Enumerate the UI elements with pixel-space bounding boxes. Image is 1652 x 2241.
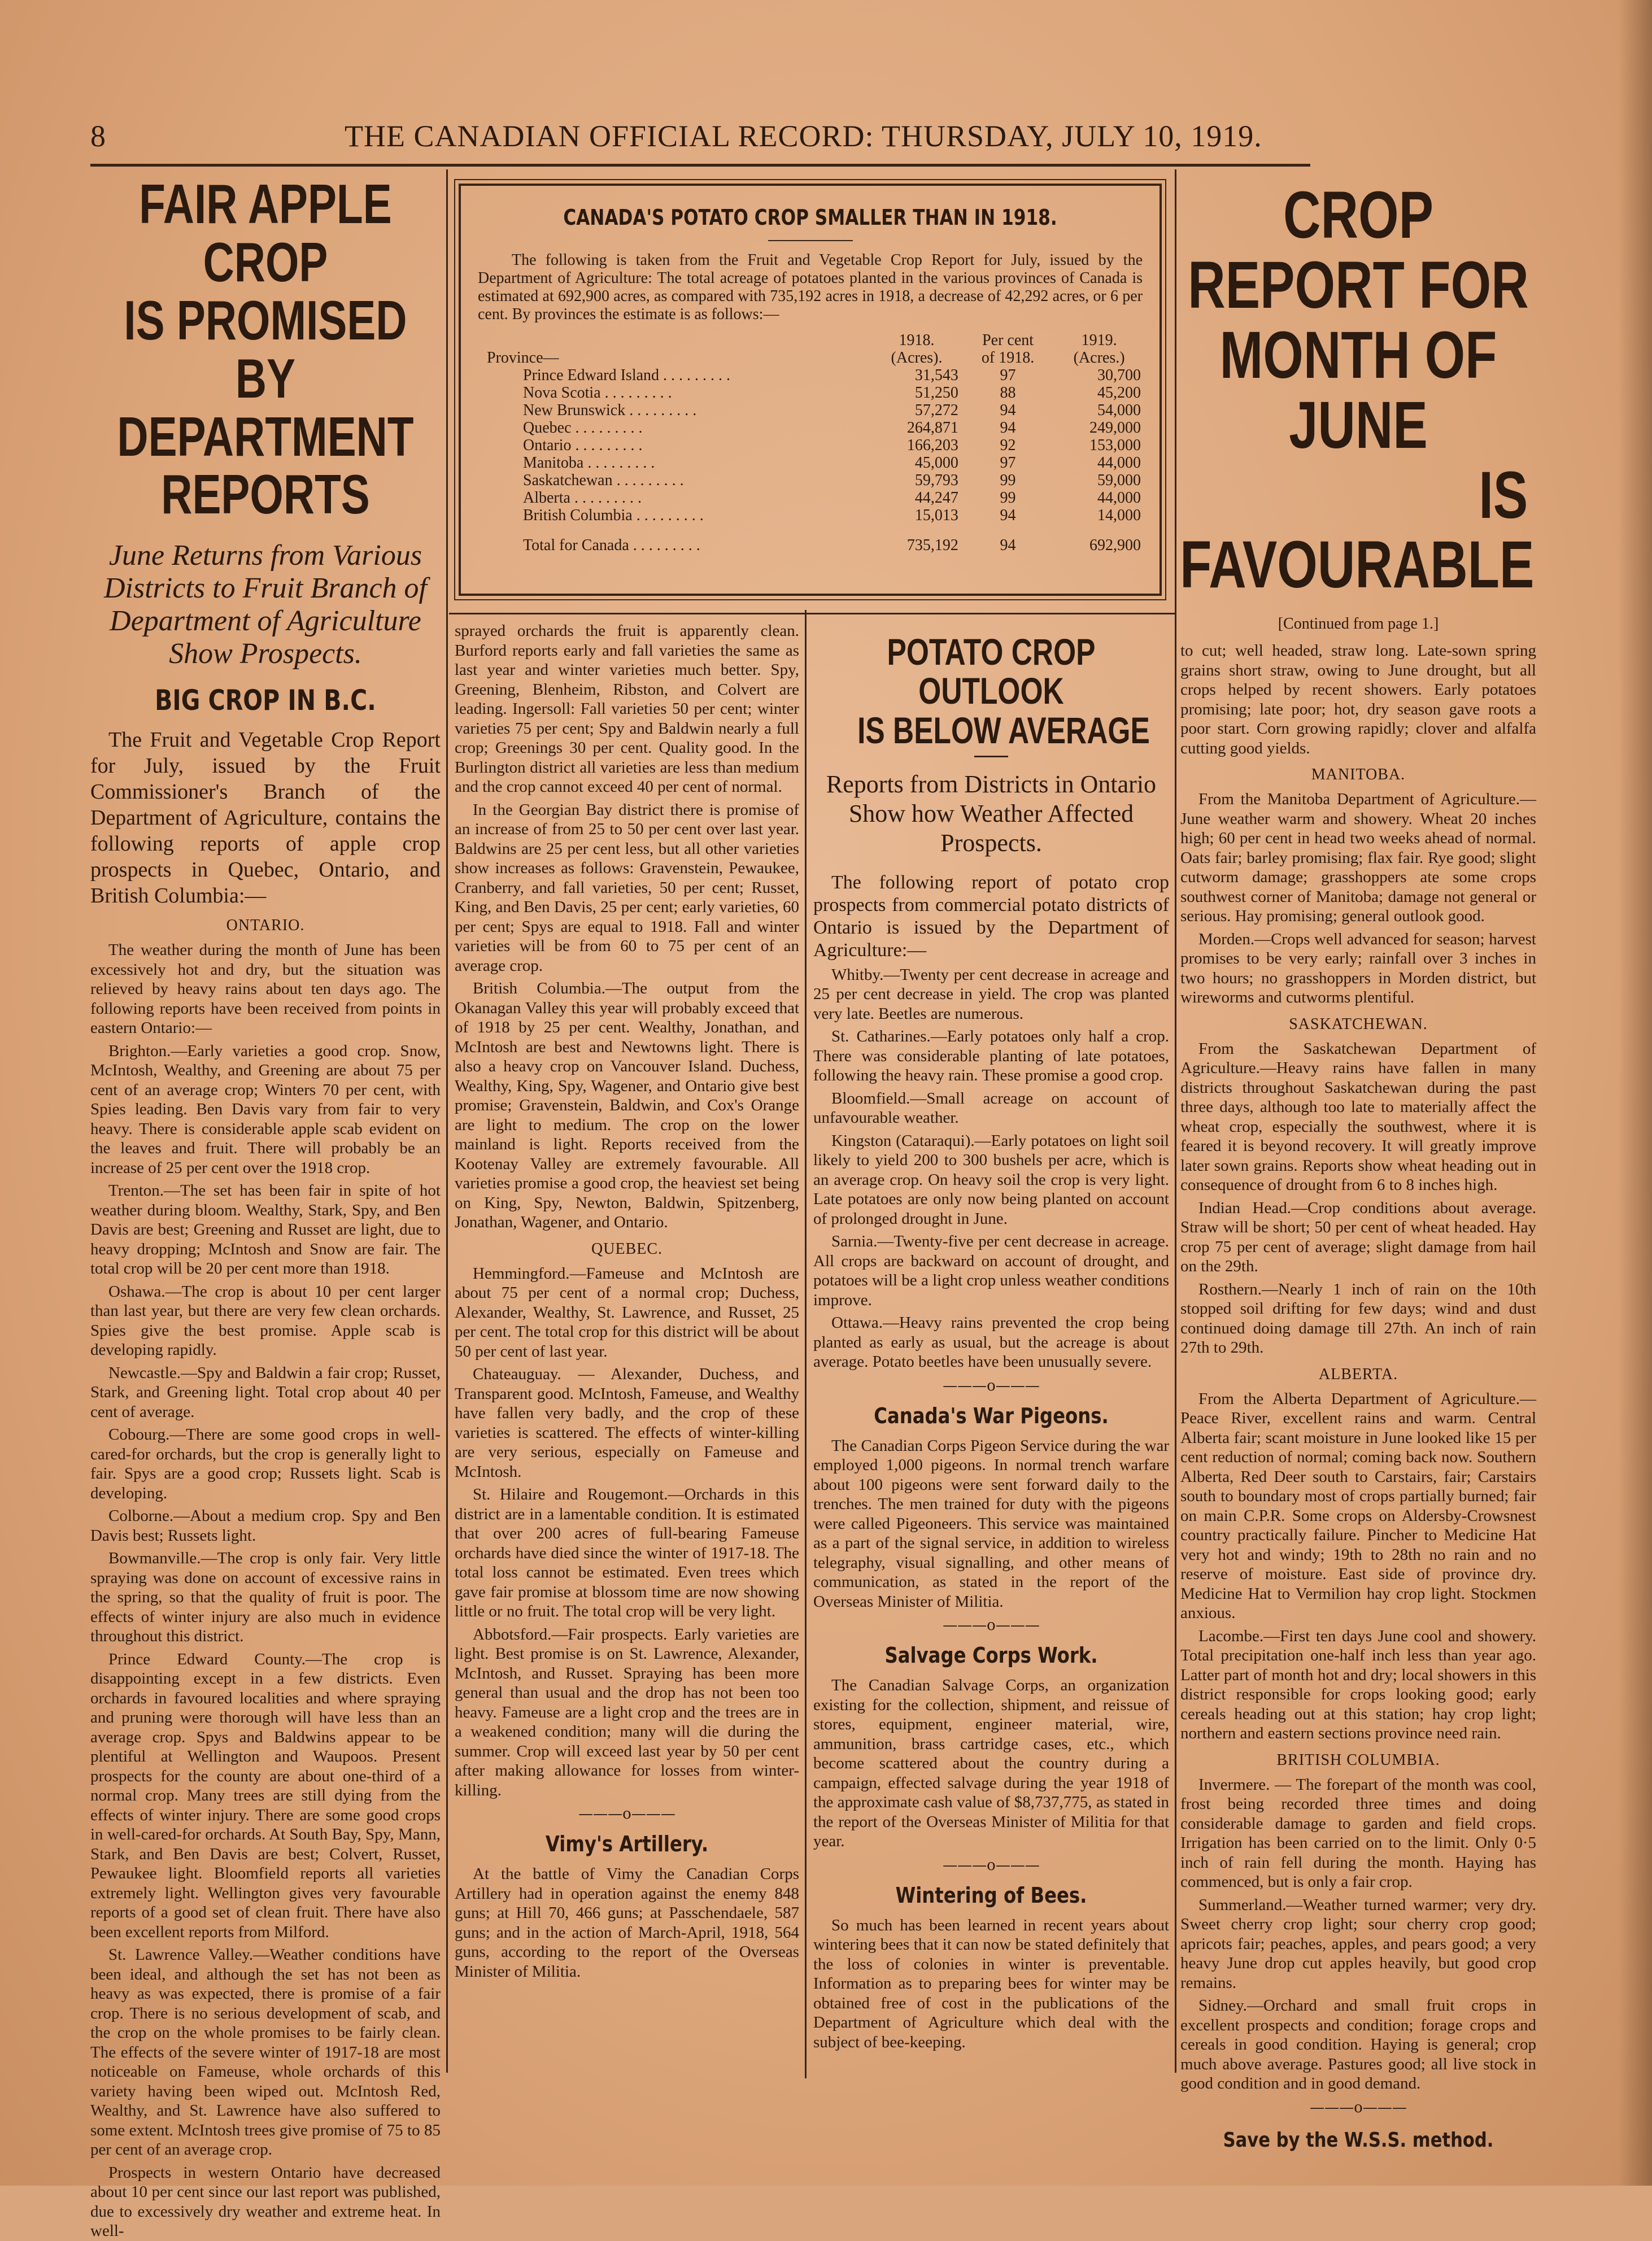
article-paragraph: The Canadian Corps Pigeon Service during the war employed 1,000 pigeons. In normal trench warfare about 100 pigeons were sent forward daily to the trenches. The men trained for duty with the pigeons were called Pigeoneers. This service was maintained as a part of the signal service, in addition to wireless telegraphy, visual signalling, and other means of communication, as stated in the report of the Overseas Minister of Militia.	[813, 1436, 1169, 1611]
article-paragraph: Morden.—Crops well advanced for season; harvest promises to be very early; rainfall over 3 inches in two hours; no grasshoppers in Morden district, but wireworms and cutworms plentiful.	[1180, 930, 1536, 1007]
potato-outlook-headline	[815, 633, 1167, 750]
headline-line: CROP REPORT FOR	[1188, 178, 1529, 322]
article-paragraph: From the Manitoba Department of Agriculture.—June weather warm and showery. Wheat 20 inches high; 60 per cent in head two weeks ahead of normal. Oats fair; barley promising; flax fair. Rye good; slight cutworm damage; grasshoppers ate some crops southwest corner of Manitoba; damage not general or serious. Hay promising; general outlook good.	[1180, 790, 1536, 926]
page-header	[90, 119, 1299, 158]
british-columbia-label: BRITISH COLUMBIA.	[1276, 1751, 1440, 1769]
article-paragraph: The Canadian Salvage Corps, an organization existing for the collection, shipment, and reissue of stores, equipment, engineer material, wire, ammunition, brass cartridge cases, etc., which become scattered about the country during a campaign, effected salvage during the year 1918 of the approximate cash value of $8,737,775, as stated in the report of the Overseas Minister of Militia for that year.	[813, 1676, 1169, 1851]
intro-paragraph: The following report of potato crop prospects from commercial potato districts of Ontario is issued by the Department of Agriculture:—	[813, 871, 1169, 961]
acres-1919: 14,000	[1097, 507, 1141, 524]
article-paragraph: St. Lawrence Valley.—Weather conditions have been ideal, and although the set has not been as heavy as was expected, there is promise of a fair crop. There is no serious development of scab, and the crop on the whole promises to be fairly clean. The effects of the severe winter of 1917-18 are most noticeable on Fameuse, whole orchards of this variety having been wiped out. McIntosh Red, Wealthy, and St. Lawrence have also suffered to some extent. McIntosh trees give promise of 75 to 85 per cent of an average crop.	[90, 1946, 441, 2159]
apple-crop-headline	[89, 175, 442, 524]
apple-intro	[90, 727, 441, 909]
article-paragraph: Invermere. — The forepart of the month was cool, frost being recorded three times and doing considerable damage to garden and field crops. Irrigation has been carried on to the limit. Only 0·5 inch of rain fell during the month. Haying has commenced, but is only a fair crop.	[1180, 1775, 1536, 1891]
article-paragraph: Kingston (Cataraqui).—Early potatoes on light soil likely to yield 200 to 300 bushels per acre, which is an average crop. On heavy soil the crop is very light. Late potatoes are only now being planted on account of prolonged drought in June.	[813, 1131, 1169, 1228]
box-title-rule	[768, 240, 853, 241]
article-paragraph: Prospects in western Ontario have decreased about 10 per cent since our last report was published, due to excessively dry weather and extreme heat. In well-	[90, 2163, 441, 2240]
pigeons-heading: Canada's War Pigeons.	[874, 1403, 1109, 1428]
article-paragraph: Indian Head.—Crop conditions about average. Straw will be short; 50 per cent of wheat headed. Hay crop 75 per cent of average; slight damage from hail on the 29th.	[1180, 1198, 1536, 1276]
acres-1919: 54,000	[1097, 402, 1141, 419]
acres-1919: 30,700	[1097, 367, 1141, 384]
percent-of-1918: 88	[1000, 384, 1016, 402]
potato-box-intro: The following is taken from the Fruit and Vegetable Crop Report for July, issued by the Department of Agriculture: The total acreage of potatoes planted in the various provinces of Canada is estimated at 692,900 acres, as compared with 735,192 acres in 1918, a decrease of 42,292 acres, or 6 per cent. By provinces the estimate is as follows:—	[478, 251, 1143, 323]
quebec-label: QUEBEC.	[591, 1240, 662, 1258]
table-row	[483, 507, 1144, 524]
acres-1918: 44,247	[914, 489, 958, 507]
potato-outlook-subhead: Reports from Districts in Ontario Show how Weather Affected Prospects.	[826, 770, 1157, 857]
article-paragraph: Oshawa.—The crop is about 10 per cent larger than last year, but there are very few clean orchards. Spies give the best promise. Apple scab is developing rapidly.	[90, 1282, 441, 1359]
column-rule-2	[805, 610, 807, 2078]
article-paragraph: Abbotsford.—Fair prospects. Early varieties are light. Best promise is on St. Lawrence, Alexander, McIntosh, and Russet. Spraying has been more general than usual and the drop has not been too heavy. Fameuse are a light crop and the trees are in a weakened condition; many will die during the summer. Crop will exceed last year by 50 per cent after making allowance for losses from winter-killing.	[455, 1625, 799, 1799]
article-paragraph: Brighton.—Early varieties a good crop. Snow, McIntosh, Wealthy, and Greening are about 75 per cent of an average crop; Winters 70 per cent, with Spies leading. Ben Davis vary from fair to very heavy. There is considerable apple scab evident on the leaves and fruit. There will probably be an increase of 25 per cent over the 1918 crop.	[90, 1041, 441, 1177]
article-paragraph: Chateauguay. — Alexander, Duchess, and Transparent good. McIntosh, Fameuse, and Wealthy have fallen very badly, and the crop of these varieties is scattered. The effects of winter-killing are very serious, especially on Fameuse and McIntosh.	[455, 1365, 799, 1481]
col-header: of 1918.	[981, 349, 1035, 367]
article-paragraph: At the battle of Vimy the Canadian Corps Artillery had in operation against the enemy 848 guns; at Hill 70, 466 guns; at Passchendaele, 587 guns; and in the action of March-April, 1918, 564 guns, according to the report of the Overseas Minister of Militia.	[455, 1865, 799, 1981]
table-row	[483, 402, 1144, 419]
col-header: Province—	[487, 349, 559, 367]
acres-1918: 31,543	[914, 367, 958, 384]
province-name: Saskatchewan . . . . . . . . .	[523, 472, 684, 489]
province-name: Nova Scotia . . . . . . . . .	[523, 384, 672, 402]
table-row	[483, 419, 1144, 437]
table-row	[483, 489, 1144, 507]
left-column	[90, 169, 441, 2240]
province-name: Ontario . . . . . . . . .	[523, 437, 643, 454]
alberta-label: ALBERTA.	[1318, 1365, 1398, 1383]
article-paragraph: Newcastle.—Spy and Baldwin a fair crop; Russet, Stark, and Greening light. Total crop about 40 per cent of average.	[90, 1363, 441, 1421]
table-total-row	[483, 524, 1144, 554]
acres-1918: 57,272	[914, 402, 958, 419]
headline-line: FAIR APPLE CROP	[139, 173, 392, 293]
percent-of-1918: 99	[1000, 489, 1016, 507]
article-paragraph: Hemmingford.—Fameuse and McIntosh are about 75 per cent of a normal crop; Duchess, Alexander, Wealthy, St. Lawrence, and Russet, 25 per cent. The total crop for this district will be about 50 per cent of last year.	[455, 1264, 799, 1361]
table-row	[483, 367, 1144, 384]
headline-line: IS BELOW AVERAGE	[857, 709, 1150, 751]
col-header: (Acres).	[891, 349, 943, 367]
article-paragraph: From the Alberta Department of Agriculture.—Peace River, excellent rains and warm. Central Alberta fair; scant moisture in June looked like 15 per cent reduction of normal; coming back now. Southern Alberta, Red Deer south to Carstairs, fair; Carstairs south to boundary most of crops partially burned; fair on main C.P.R. Some crops on Aldersby-Crowsnest country practically failure. Pincher to Medicine Hat very hot and windy; 19th to 28th no rain and no reserve of moisture. East side of province dry. Medicine Hat to Vermilion hay crop light. Stockmen anxious.	[1180, 1389, 1536, 1623]
big-crop-heading: BIG CROP IN B.C.	[155, 684, 376, 717]
table-row	[483, 472, 1144, 489]
article-paragraph: Bowmanville.—The crop is only fair. Very little spraying was done on account of excessive rains in the spring, so that the quality of fruit is poor. The effects of winter injury are also much in evidence throughout this district.	[90, 1549, 441, 1646]
center-left-column	[455, 621, 799, 2073]
percent-of-1918: 92	[1000, 437, 1016, 454]
center-right-column	[813, 621, 1169, 2073]
headline-line: MONTH OF JUNE	[1219, 317, 1497, 463]
acres-1919: 249,000	[1089, 419, 1141, 437]
province-name: Manitoba . . . . . . . . .	[523, 454, 655, 472]
percent-of-1918: 94	[1000, 402, 1016, 419]
article-paragraph: From the Saskatchewan Department of Agriculture.—Heavy rains have fallen in many districts throughout Saskatchewan during the past three days, although too late to materially affect the wheat crop, especially the southwest, where it is feared it is beyond recovery. It will greatly improve later sown grains. Reports show wheat heading out in consequence of drought from 6 to 8 inches high.	[1180, 1039, 1536, 1194]
box-bottom-rule	[449, 613, 1175, 614]
province-name: Alberta . . . . . . . . .	[523, 489, 642, 507]
potato-table	[483, 332, 1144, 554]
article-paragraph: The weather during the month of June has been excessively hot and dry, but the situation was relieved by heavy rains about ten days ago. The following reports have been received from points in eastern Ontario:—	[90, 941, 441, 1037]
acres-1918: 59,793	[914, 472, 958, 489]
column-rule-1	[446, 169, 448, 2073]
total-1919: 692,900	[1089, 537, 1141, 554]
table-header-row	[483, 349, 1144, 367]
headline-rule	[974, 756, 1008, 757]
article-paragraph: to cut; well headed, straw long. Late-sown spring grains short straw, owing to June drought, but all crops helped by recent showers. Early potatoes promising; late poor; hot, dry season gave roots a poor start. Corn growing rapidly; clover and alfalfa cutting good yields.	[1180, 642, 1536, 757]
province-name: Prince Edward Island . . . . . . . . .	[523, 367, 731, 384]
potato-box-title: CANADA'S POTATO CROP SMALLER THAN IN 1918.	[563, 205, 1057, 230]
article-paragraph: sprayed orchards the fruit is apparently clean. Burford reports early and fall varieties the same as last year and winter varieties much better. Spy, Greening, Blenheim, Ribston, and Colvert are leading. Ingersoll: Fall varieties 50 per cent; winter varieties 75 per cent; Spy and Baldwin nearly a full crop; Greenings 30 per cent. Quality good. In the Burlington district all varieties are less than medium and the crop cannot exceed 40 per cent of normal.	[455, 622, 799, 796]
headline-line: POTATO CROP OUTLOOK	[887, 631, 1096, 712]
potato-intro	[813, 871, 1169, 962]
masthead-title: THE CANADIAN OFFICIAL RECORD: THURSDAY, JULY 10, 1919.	[345, 119, 1262, 153]
acres-1918: 45,000	[914, 454, 958, 472]
article-paragraph: Rosthern.—Nearly 1 inch of rain on the 10th stopped soil drifting for few days; wind and dust continued doing damage till 27th. An inch of rain 27th to 29th.	[1180, 1280, 1536, 1357]
ornament-divider: ———o———	[943, 1856, 1040, 1874]
intro-paragraph: The Fruit and Vegetable Crop Report for July, issued by the Fruit Commissioner's Branch of the Department of Agriculture, contains the following reports of apple crop prospects in Quebec, Ontario, and British Columbia:—	[90, 728, 441, 908]
province-name: Quebec . . . . . . . . .	[523, 419, 643, 437]
acres-1919: 44,000	[1097, 454, 1141, 472]
article-paragraph: Cobourg.—There are some good crops in well-cared-for orchards, but the crop is generally light to fair. Spys are a good crop; Russets light. Scab is developing.	[90, 1425, 441, 1502]
continued-note: [Continued from page 1.]	[1278, 615, 1439, 633]
apple-crop-subhead: June Returns from Various Districts to Fruit Branch of Department of Agriculture Show Prospects.	[104, 539, 427, 670]
headline-line: IS PROMISED BY	[124, 289, 407, 409]
headline-line: IS FAVOURABLE	[1180, 457, 1535, 603]
total-1918: 735,192	[906, 537, 958, 554]
article-paragraph: In the Georgian Bay district there is promise of an increase of from 25 to 50 per cent over last year. Baldwins are 25 per cent less, but all other varieties show increases as follows: Gravenstein, Pewaukee, Cranberry, and fall varieties, 50 per cent; Russet, King, and Ben Davis, 25 per cent; early varieties, 60 per cent; Spys are equal to 1918. Fall and winter varieties will be from 60 to 75 per cent of an average crop.	[455, 800, 799, 975]
acres-1919: 44,000	[1097, 489, 1141, 507]
article-paragraph: St. Hilaire and Rougemont.—Orchards in this district are in a lamentable condition. It is estimated that over 200 acres of full-bearing Fameuse orchards have died since the winter of 1917-18. The total loss cannot be estimated. Even trees which gave fair promise at blossom time are now showing little or no fruit. The total crop will be very light.	[455, 1485, 799, 1620]
percent-of-1918: 97	[1000, 454, 1016, 472]
col-header: 1919.	[1081, 332, 1117, 349]
acres-1919: 59,000	[1097, 472, 1141, 489]
article-paragraph: Sidney.—Orchard and small fruit crops in excellent prospects and condition; forage crops and cereals in good condition. Haying is general; crop much above average. Pastures good; all live stock in good condition and in good demand.	[1180, 1996, 1536, 2093]
potato-crop-box	[459, 184, 1162, 596]
column-rule-3	[1175, 169, 1176, 2073]
total-label: Total for Canada . . . . . . . . .	[523, 537, 700, 554]
article-paragraph: Summerland.—Weather turned warmer; very dry. Sweet cherry crop light; sour cherry crop good; apricots fair; peaches, apples, and pears good; a very heavy June drop cut apples heavily, but good crop remains.	[1180, 1895, 1536, 1992]
manitoba-label: MANITOBA.	[1311, 766, 1406, 784]
province-name: British Columbia . . . . . . . . .	[523, 507, 704, 524]
acres-1919: 45,200	[1097, 384, 1141, 402]
ornament-divider: ———o———	[1310, 2099, 1407, 2116]
table-row	[483, 454, 1144, 472]
article-paragraph: Bloomfield.—Small acreage on account of unfavourable weather.	[813, 1089, 1169, 1127]
bees-heading: Wintering of Bees.	[895, 1882, 1087, 1908]
article-paragraph: Ottawa.—Heavy rains prevented the crop being planted as early as usual, but the acreage is about average. Potato beetles have been unusually severe.	[813, 1314, 1169, 1371]
acres-1918: 166,203	[906, 437, 958, 454]
salvage-heading: Salvage Corps Work.	[884, 1643, 1098, 1668]
page-number: 8	[90, 119, 106, 153]
article-paragraph: Prince Edward County.—The crop is disappointing except in a few districts. Even orchards in favoured localities and where spraying and pruning were thorough will have less than an average crop. Spys and Baldwins appear to be plentiful at Wellington and Waupoos. Present prospects for the county are about one-third of a normal crop. Many trees are still dying from the effects of winter injury. There are some good crops in well-cared-for orchards. At South Bay, Spy, Mann, Stark, and Ben Davis are best; Colvert, Russet, Pewaukee light. Bloomfield reports all varieties extremely light. Wellington gives very favourable reports of a good set of clean fruit. There have also been excellent reports from Milford.	[90, 1650, 441, 1941]
ornament-divider: ———o———	[943, 1617, 1040, 1634]
article-paragraph: Colborne.—About a medium crop. Spy and Ben Davis best; Russets light.	[90, 1507, 441, 1545]
article-paragraph: Sarnia.—Twenty-five per cent decrease in acreage. All crops are backward on account of drought, and potatoes will be a light crop unless weather conditions improve.	[813, 1232, 1169, 1309]
acres-1918: 264,871	[906, 419, 958, 437]
vimy-heading: Vimy's Artillery.	[545, 1832, 709, 1856]
province-name: New Brunswick . . . . . . . . .	[523, 402, 697, 419]
article-paragraph: St. Catharines.—Early potatoes only half a crop. There was considerable planting of late potatoes, following the heavy rain. These promise a good crop.	[813, 1027, 1169, 1085]
wss-slogan: Save by the W.S.S. method.	[1223, 2128, 1494, 2152]
article-paragraph: So much has been learned in recent years about wintering bees that it can now be stated definitely that the loss of colonies in winter is preventable. Information as to preparing bees for winter may be obtained free of cost in the publications of the Department of Agriculture which deal with the subject of bee-keeping.	[813, 1916, 1169, 2051]
article-paragraph: Trenton.—The set has been fair in spite of hot weather during bloom. Wealthy, Stark, Spy, and Ben Davis are best; Greening and Russet are light, due to heavy dropping; McIntosh and Snow are fair. The total crop will be 20 per cent more than 1918.	[90, 1181, 441, 1278]
crop-report-headline	[1180, 178, 1537, 603]
col-header: Per cent	[982, 332, 1034, 349]
ornament-divider: ———o———	[943, 1377, 1040, 1394]
ontario-label: ONTARIO.	[226, 917, 305, 935]
ornament-divider: ———o———	[578, 1806, 675, 1823]
total-pct: 94	[1000, 537, 1016, 554]
table-header-row	[483, 332, 1144, 349]
percent-of-1918: 94	[1000, 507, 1016, 524]
acres-1919: 153,000	[1089, 437, 1141, 454]
right-column	[1180, 169, 1536, 2152]
saskatchewan-label: SASKATCHEWAN.	[1289, 1015, 1428, 1033]
col-header: (Acres.)	[1073, 349, 1125, 367]
acres-1918: 15,013	[914, 507, 958, 524]
header-rule	[90, 164, 1310, 167]
col-header: 1918.	[899, 332, 935, 349]
percent-of-1918: 97	[1000, 367, 1016, 384]
percent-of-1918: 94	[1000, 419, 1016, 437]
percent-of-1918: 99	[1000, 472, 1016, 489]
article-paragraph: Whitby.—Twenty per cent decrease in acreage and 25 per cent decrease in yield. The crop was planted very late. Beetles are numerous.	[813, 965, 1169, 1023]
article-paragraph: British Columbia.—The output from the Okanagan Valley this year will probably exceed that of 1918 by 25 per cent. Wealthy, Jonathan, and McIntosh are best and Newtowns light. There is also a heavy crop on Vancouver Island. Duchess, Wealthy, King, Spy, Wagener, and Ontario give best promise; Gravenstein, Baldwin, and Cox's Orange are light to medium. The crop on the lower mainland is light. Reports received from the Kootenay Valley are extremely favourable. All varieties promise a good crop, the heaviest set being on King, Spy, Newton, Baldwin, Spitzenberg, Jonathan, Wagener, and Ontario.	[455, 979, 799, 1231]
page-edge-shadow	[1618, 0, 1652, 2186]
article-paragraph: Lacombe.—First ten days June cool and showery. Total precipitation one-half inch less than year ago. Latter part of month hot and dry; local showers in this district responsible for crops looking good; early cereals heading out at this station; hay crop light; northern and eastern sections province need rain.	[1180, 1627, 1536, 1743]
acres-1918: 51,250	[914, 384, 958, 402]
table-row	[483, 384, 1144, 402]
table-row	[483, 437, 1144, 454]
headline-line: DEPARTMENT REPORTS	[117, 405, 414, 526]
